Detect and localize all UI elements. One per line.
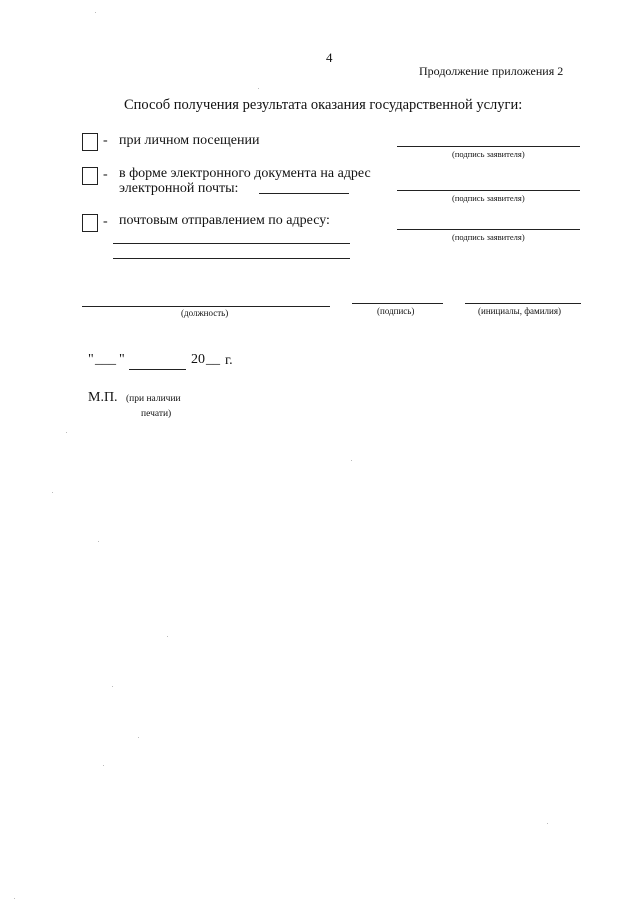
scan-speck (66, 432, 67, 433)
position-line (82, 306, 330, 307)
scan-speck (138, 737, 139, 738)
scan-speck (547, 823, 548, 824)
address-input-line[interactable] (113, 243, 350, 244)
signature-caption: (подпись заявителя) (452, 149, 525, 159)
signature-line (397, 146, 580, 147)
scan-speck (112, 686, 113, 687)
checkbox-electronic-document[interactable] (82, 167, 98, 185)
option-dash: - (103, 214, 108, 229)
position-caption: (должность) (181, 308, 229, 318)
checkbox-personal-visit[interactable] (82, 133, 98, 151)
email-input-line[interactable] (259, 193, 349, 194)
date-year-suffix: г. (225, 353, 233, 368)
option-personal-visit-label: при личном посещении (119, 133, 260, 148)
signature-caption: (подпись заявителя) (452, 193, 525, 203)
option-electronic-document-label: в форме электронного документа на адрес (119, 166, 371, 181)
option-postal-delivery-label: почтовым отправлением по адресу: (119, 213, 330, 228)
scan-speck (95, 12, 96, 13)
scan-speck (14, 898, 15, 899)
stamp-note-line-2: печати) (141, 409, 172, 419)
name-line (465, 303, 581, 304)
date-year-prefix: 20 (191, 352, 205, 367)
date-quote-close: " (119, 352, 125, 367)
official-signature-caption: (подпись) (377, 306, 415, 316)
option-dash: - (103, 133, 108, 148)
scan-speck (52, 492, 53, 493)
appendix-note: Продолжение приложения 2 (419, 64, 564, 78)
name-caption: (инициалы, фамилия) (478, 306, 561, 316)
stamp-label: М.П. (88, 390, 118, 405)
option-electronic-document-label-2: электронной почты: (119, 181, 239, 196)
option-dash: - (103, 167, 108, 182)
checkbox-postal-delivery[interactable] (82, 214, 98, 232)
date-year-blank[interactable]: __ (206, 352, 220, 367)
stamp-note-line-1: (при наличии (126, 394, 181, 404)
scan-speck (98, 541, 99, 542)
scan-speck (103, 765, 104, 766)
official-signature-line (352, 303, 443, 304)
section-heading: Способ получения результата оказания государственной услуги: (124, 97, 523, 113)
scan-speck (167, 636, 168, 637)
date-month-line[interactable] (129, 369, 186, 370)
date-day-blank[interactable]: ___ (95, 352, 116, 367)
scan-speck (258, 88, 259, 89)
date-quote-open: " (88, 352, 94, 367)
scan-speck (351, 460, 352, 461)
signature-caption: (подпись заявителя) (452, 232, 525, 242)
signature-line (397, 190, 580, 191)
signature-line (397, 229, 580, 230)
page-number: 4 (326, 50, 333, 65)
address-input-line[interactable] (113, 258, 350, 259)
